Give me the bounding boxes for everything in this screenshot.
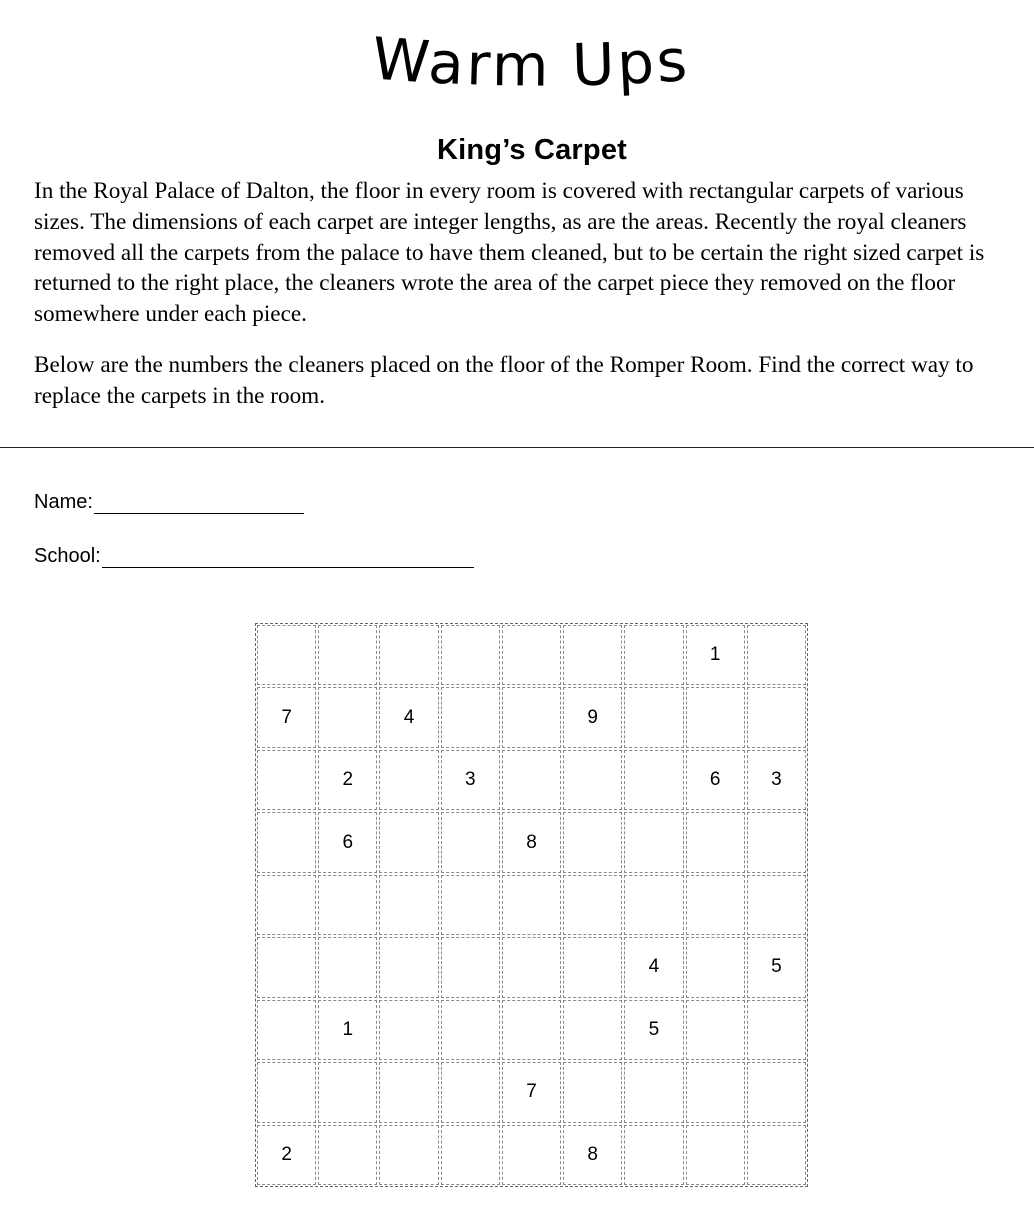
grid-cell[interactable] — [686, 1000, 745, 1060]
intro-paragraph: In the Royal Palace of Dalton, the floor in every room is covered with rectangular carpets of various sizes. The dimensions of each carpet are integer lengths, as are the areas. Recently the royal cleaners removed all the carpets from the palace to have them cleaned, but to be certain the right sized carpet is returned to the right place, the cleaners wrote the area of the carpet piece they removed on the floor somewhere under each piece. — [34, 178, 985, 328]
puzzle-title: King’s Carpet — [436, 134, 628, 166]
grid-cell[interactable] — [624, 625, 683, 685]
grid-cell[interactable]: 9 — [563, 687, 622, 747]
grid-cell[interactable] — [563, 750, 622, 810]
grid-cell[interactable] — [318, 687, 377, 747]
grid-cell[interactable]: 6 — [686, 750, 745, 810]
name-field[interactable] — [34, 491, 304, 514]
instruction-paragraph: Below are the numbers the cleaners placed on the floor of the Romper Room. Find the correct way to replace the carpets in the room. — [34, 352, 974, 409]
grid-cell[interactable] — [318, 625, 377, 685]
grid-cell[interactable] — [624, 1062, 683, 1122]
grid-cell[interactable]: 3 — [747, 750, 806, 810]
grid-cell[interactable] — [747, 812, 806, 872]
school-field[interactable] — [34, 545, 474, 568]
grid-cell[interactable]: 2 — [257, 1125, 316, 1185]
grid-cell[interactable]: 8 — [502, 812, 561, 872]
grid-cell[interactable] — [379, 937, 438, 997]
grid-cell[interactable]: 2 — [318, 750, 377, 810]
grid-cell[interactable] — [441, 875, 500, 935]
grid-cell[interactable] — [318, 875, 377, 935]
grid-cell[interactable] — [441, 937, 500, 997]
grid-cell[interactable]: 5 — [624, 1000, 683, 1060]
grid-cell[interactable] — [686, 875, 745, 935]
grid-cell[interactable] — [624, 812, 683, 872]
grid-cell[interactable] — [257, 625, 316, 685]
grid-cell[interactable] — [747, 1062, 806, 1122]
grid-cell[interactable] — [747, 875, 806, 935]
page-title: Warm Ups — [369, 24, 692, 100]
grid-cell[interactable] — [563, 1000, 622, 1060]
grid-cell[interactable] — [502, 937, 561, 997]
grid-cell[interactable] — [563, 1062, 622, 1122]
grid-cell[interactable]: 1 — [318, 1000, 377, 1060]
grid-cell[interactable] — [441, 625, 500, 685]
grid-cell[interactable] — [624, 875, 683, 935]
school-label: School: — [34, 545, 101, 567]
grid-cell[interactable] — [441, 812, 500, 872]
carpet-grid[interactable] — [255, 623, 808, 1187]
grid-cell[interactable] — [563, 625, 622, 685]
grid-cell[interactable] — [563, 937, 622, 997]
grid-cell[interactable] — [441, 1062, 500, 1122]
grid-cell[interactable] — [257, 1062, 316, 1122]
svg-text:Warm Ups — [370, 25, 692, 100]
grid-cell[interactable] — [379, 750, 438, 810]
grid-cell[interactable]: 1 — [686, 625, 745, 685]
grid-cell[interactable] — [686, 937, 745, 997]
grid-cell[interactable] — [624, 687, 683, 747]
grid-cell[interactable] — [441, 1000, 500, 1060]
grid-cell[interactable]: 7 — [502, 1062, 561, 1122]
grid-cell[interactable] — [318, 937, 377, 997]
divider — [0, 447, 1034, 448]
grid-cell[interactable]: 3 — [441, 750, 500, 810]
school-blank-line[interactable] — [102, 549, 474, 568]
grid-cell[interactable] — [257, 750, 316, 810]
grid-cell[interactable] — [686, 1062, 745, 1122]
grid-cell[interactable] — [257, 812, 316, 872]
grid-cell[interactable] — [747, 625, 806, 685]
grid-cell[interactable]: 8 — [563, 1125, 622, 1185]
grid-cell[interactable] — [502, 875, 561, 935]
grid-cell[interactable] — [379, 1125, 438, 1185]
grid-cell[interactable] — [257, 937, 316, 997]
grid-cell[interactable] — [686, 1125, 745, 1185]
grid-cell[interactable] — [686, 687, 745, 747]
grid-cell[interactable] — [563, 875, 622, 935]
grid-cell[interactable]: 7 — [257, 687, 316, 747]
grid-cell[interactable] — [502, 625, 561, 685]
grid-cell[interactable] — [441, 1125, 500, 1185]
grid-cell[interactable] — [624, 750, 683, 810]
grid-cell[interactable] — [747, 1000, 806, 1060]
grid-cell[interactable] — [502, 1000, 561, 1060]
grid-cell[interactable]: 6 — [318, 812, 377, 872]
grid-cell[interactable]: 4 — [379, 687, 438, 747]
name-blank-line[interactable] — [94, 495, 304, 514]
grid-cell[interactable] — [502, 750, 561, 810]
grid-cell[interactable] — [502, 1125, 561, 1185]
grid-cell[interactable] — [379, 625, 438, 685]
name-label: Name: — [34, 491, 93, 513]
grid-cell[interactable] — [379, 812, 438, 872]
grid-cell[interactable] — [379, 875, 438, 935]
grid-cell[interactable] — [257, 1000, 316, 1060]
grid-cell[interactable] — [563, 812, 622, 872]
grid-cell[interactable] — [318, 1062, 377, 1122]
grid-cell[interactable] — [257, 875, 316, 935]
grid-cell[interactable] — [747, 687, 806, 747]
grid-cell[interactable] — [747, 1125, 806, 1185]
grid-cell[interactable] — [686, 812, 745, 872]
grid-cell[interactable] — [624, 1125, 683, 1185]
grid-cell[interactable] — [379, 1000, 438, 1060]
grid-cell[interactable] — [441, 687, 500, 747]
grid-cell[interactable]: 5 — [747, 937, 806, 997]
grid-cell[interactable]: 4 — [624, 937, 683, 997]
grid-cell[interactable] — [318, 1125, 377, 1185]
title-wordart — [0, 0, 1034, 130]
grid-cell[interactable] — [502, 687, 561, 747]
grid-cell[interactable] — [379, 1062, 438, 1122]
